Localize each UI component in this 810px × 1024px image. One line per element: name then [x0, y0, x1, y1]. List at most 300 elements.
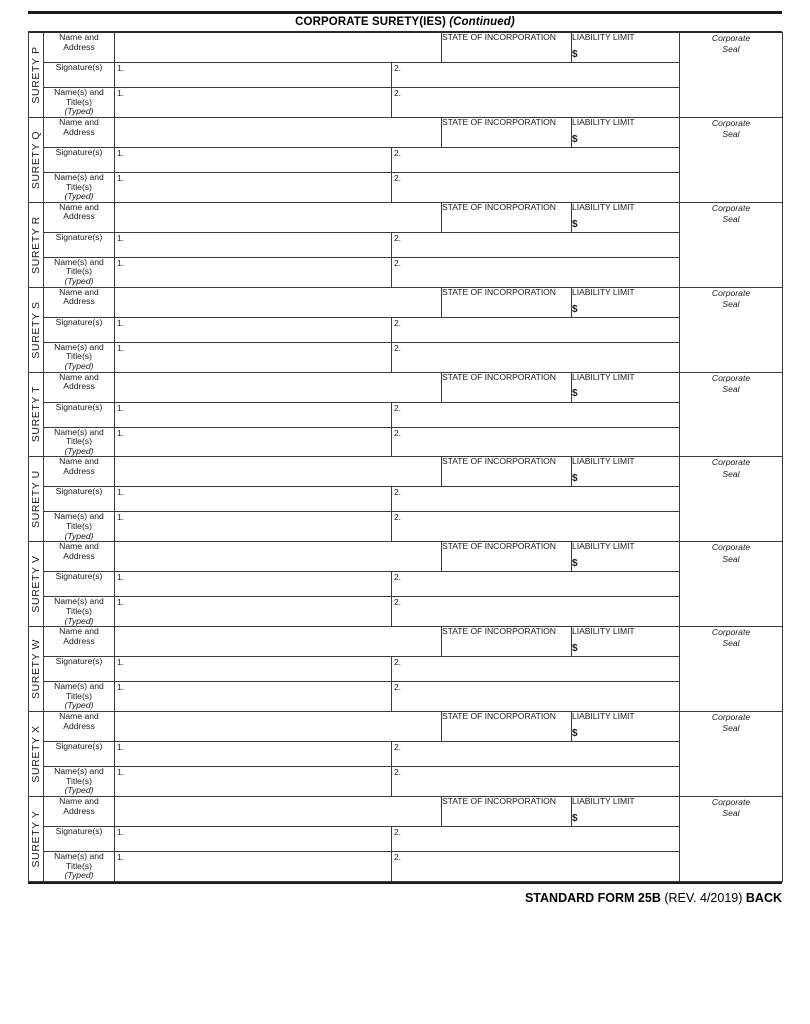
- names-titles-label-line2: Title(s): [66, 351, 92, 362]
- entry-number-one: 1.: [117, 232, 124, 243]
- surety-y-names-titles-row: [29, 851, 783, 881]
- name-address-label-line1: Name and: [59, 711, 99, 721]
- surety-u-signatures-row: [29, 487, 783, 512]
- surety-v-signatures-label: [44, 572, 115, 597]
- names-titles-label-line1: Name(s) and: [54, 341, 104, 352]
- surety-y-state-of-incorporation-cell[interactable]: [442, 796, 572, 826]
- surety-t-heading: SURETY T: [30, 386, 42, 443]
- surety-t-name-address-input[interactable]: [115, 372, 442, 402]
- name-address-label-line2: Address: [63, 466, 95, 476]
- signatures-label: Signature(s): [55, 486, 103, 497]
- name-address-label-line1: Name and: [59, 371, 99, 382]
- corporate-seal-label-line2: Seal: [722, 723, 740, 734]
- liability-limit-label: LIABILITY LIMIT: [572, 32, 635, 42]
- entry-number-one: 1.: [117, 512, 124, 523]
- surety-t-names-titles-row: [29, 427, 783, 457]
- corporate-seal-label-line2: Seal: [722, 638, 740, 649]
- surety-p-signature-1-input[interactable]: [115, 63, 392, 88]
- surety-t-names-titles-label: [44, 427, 115, 457]
- surety-u-letter-cell: [29, 457, 44, 542]
- surety-p-state-of-incorporation-cell[interactable]: [442, 33, 572, 63]
- surety-w-names-titles-label: [44, 682, 115, 712]
- surety-v-names-titles-row: [29, 597, 783, 627]
- names-titles-label-line2: Title(s): [66, 96, 92, 107]
- surety-p-name-address-input[interactable]: [115, 33, 442, 63]
- signatures-label: Signature(s): [55, 571, 103, 582]
- entry-number-one: 1.: [117, 851, 124, 862]
- surety-t-corporate-seal-cell[interactable]: [680, 372, 783, 457]
- corporate-sureties-table: [28, 32, 783, 882]
- surety-y-name-address-input[interactable]: [115, 796, 442, 826]
- names-titles-label-line2: Title(s): [66, 775, 92, 786]
- surety-p-name-title-2-input[interactable]: [392, 88, 680, 118]
- surety-t-name-title-2-input[interactable]: [392, 427, 680, 457]
- surety-r-signature-1-input[interactable]: [115, 232, 392, 257]
- names-titles-label-line3: (Typed): [64, 445, 94, 456]
- surety-y-heading: SURETY Y: [30, 810, 42, 868]
- surety-w-letter-cell: [29, 627, 44, 712]
- name-address-label-line1: Name and: [59, 541, 99, 552]
- surety-u-name-address-label: [44, 457, 115, 487]
- surety-x-state-of-incorporation-cell[interactable]: [442, 712, 572, 742]
- entry-number-two: 2.: [394, 682, 401, 693]
- surety-w-signatures-row: [29, 657, 783, 682]
- entry-number-two: 2.: [394, 317, 401, 328]
- corporate-seal-label-line1: Corporate: [711, 287, 751, 298]
- surety-t-liability-limit-cell[interactable]: [572, 372, 680, 402]
- names-titles-label-line1: Name(s) and: [54, 681, 104, 692]
- names-titles-label-line3: (Typed): [64, 700, 94, 711]
- surety-q-names-titles-label: [44, 172, 115, 202]
- surety-s-name-address-input[interactable]: [115, 287, 442, 317]
- name-address-label-line2: Address: [63, 635, 95, 646]
- surety-w-names-titles-row: [29, 682, 783, 712]
- names-titles-label-line1: Name(s) and: [54, 511, 104, 522]
- surety-u-name-title-2-input[interactable]: [392, 512, 680, 542]
- surety-p-liability-limit-cell[interactable]: [572, 33, 680, 63]
- signatures-label: Signature(s): [55, 656, 103, 667]
- entry-number-two: 2.: [394, 147, 401, 158]
- dollar-sign-icon: $: [572, 388, 578, 400]
- surety-x-corporate-seal-cell[interactable]: [680, 712, 783, 797]
- surety-s-name-title-1-input[interactable]: [115, 342, 392, 372]
- names-titles-label-line3: (Typed): [64, 276, 94, 286]
- entry-number-two: 2.: [394, 172, 401, 183]
- names-titles-label-line3: (Typed): [64, 785, 94, 796]
- surety-u-signatures-label: [44, 487, 115, 512]
- surety-s-signature-2-input[interactable]: [392, 317, 680, 342]
- liability-limit-label: LIABILITY LIMIT: [572, 456, 635, 467]
- surety-q-letter-cell: [29, 117, 44, 202]
- state-of-incorporation-label: STATE OF INCORPORATION: [442, 32, 556, 42]
- corporate-seal-label-line1: Corporate: [711, 372, 751, 383]
- name-address-label-line2: Address: [63, 381, 95, 392]
- surety-w-name-title-1-input[interactable]: [115, 682, 392, 712]
- names-titles-label-line1: Name(s) and: [54, 766, 104, 776]
- surety-w-liability-limit-cell[interactable]: [572, 627, 680, 657]
- name-address-label-line1: Name and: [59, 116, 99, 127]
- surety-r-signatures-label: [44, 232, 115, 257]
- surety-t-signature-1-input[interactable]: [115, 402, 392, 427]
- name-address-label-line2: Address: [63, 720, 95, 731]
- entry-number-two: 2.: [394, 512, 401, 523]
- surety-q-corporate-seal-cell[interactable]: [680, 117, 783, 202]
- name-address-label-line2: Address: [63, 296, 95, 307]
- surety-y-name-address-label: [44, 796, 115, 826]
- surety-v-name-title-1-input[interactable]: [115, 597, 392, 627]
- signatures-label: Signature(s): [55, 741, 103, 751]
- entry-number-one: 1.: [117, 342, 124, 353]
- names-titles-label-line1: Name(s) and: [54, 171, 104, 182]
- surety-r-name-title-2-input[interactable]: [392, 257, 680, 287]
- surety-s-signatures-row: [29, 317, 783, 342]
- surety-y-name-title-1-input[interactable]: [115, 851, 392, 881]
- surety-v-signatures-row: [29, 572, 783, 597]
- names-titles-label-line3: (Typed): [64, 106, 94, 117]
- surety-w-name-address-input[interactable]: [115, 627, 442, 657]
- corporate-seal-label-line1: Corporate: [711, 627, 751, 638]
- surety-v-signature-1-input[interactable]: [115, 572, 392, 597]
- name-address-label-line1: Name and: [59, 456, 99, 467]
- liability-limit-label: LIABILITY LIMIT: [572, 371, 635, 382]
- names-titles-label-line3: (Typed): [64, 360, 94, 371]
- surety-y-name-title-2-input[interactable]: [392, 851, 680, 881]
- surety-t-name-title-1-input[interactable]: [115, 427, 392, 457]
- surety-s-heading: SURETY S: [30, 301, 42, 359]
- surety-r-name-address-label: [44, 202, 115, 232]
- surety-p-names-titles-label: [44, 88, 115, 118]
- surety-p-signatures-label: [44, 63, 115, 88]
- names-titles-label-line3: (Typed): [64, 870, 94, 881]
- surety-u-names-titles-row: [29, 512, 783, 542]
- surety-t-state-of-incorporation-cell[interactable]: [442, 372, 572, 402]
- dollar-sign-icon: $: [572, 727, 578, 739]
- surety-x-liability-limit-cell[interactable]: [572, 712, 680, 742]
- surety-u-signature-2-input[interactable]: [392, 487, 680, 512]
- surety-q-name-address-label: [44, 117, 115, 147]
- surety-s-name-address-row: [29, 287, 783, 317]
- entry-number-one: 1.: [117, 63, 124, 73]
- surety-w-heading: SURETY W: [30, 639, 42, 700]
- names-titles-label-line1: Name(s) and: [54, 87, 104, 97]
- names-titles-label-line3: (Typed): [64, 615, 94, 626]
- corporate-seal-label-line1: Corporate: [711, 33, 751, 43]
- surety-y-corporate-seal-cell[interactable]: [680, 796, 783, 881]
- surety-s-corporate-seal-cell[interactable]: [680, 287, 783, 372]
- surety-x-signature-2-input[interactable]: [392, 742, 680, 767]
- names-titles-label-line1: Name(s) and: [54, 850, 104, 861]
- entry-number-two: 2.: [394, 826, 401, 837]
- surety-x-signatures-label: [44, 742, 115, 767]
- surety-y-name-address-row: [29, 796, 783, 826]
- corporate-seal-label-line2: Seal: [722, 214, 740, 225]
- state-of-incorporation-label: STATE OF INCORPORATION: [442, 795, 556, 806]
- surety-w-signature-1-input[interactable]: [115, 657, 392, 682]
- corporate-seal-label-line2: Seal: [722, 468, 740, 479]
- corporate-seal-label-line1: Corporate: [711, 796, 751, 807]
- surety-p-name-address-label: [44, 33, 115, 63]
- surety-y-liability-limit-cell[interactable]: [572, 796, 680, 826]
- corporate-seal-label-line2: Seal: [722, 44, 740, 55]
- names-titles-label-line2: Title(s): [66, 181, 92, 192]
- surety-s-signature-1-input[interactable]: [115, 317, 392, 342]
- surety-p-name-title-1-input[interactable]: [115, 88, 392, 118]
- footer-page-side: BACK: [745, 890, 782, 905]
- entry-number-one: 1.: [117, 572, 124, 583]
- surety-r-letter-cell: [29, 202, 44, 287]
- surety-x-signatures-row: [29, 742, 783, 767]
- entry-number-two: 2.: [394, 767, 401, 777]
- surety-v-name-title-2-input[interactable]: [392, 597, 680, 627]
- surety-t-name-address-label: [44, 372, 115, 402]
- surety-u-state-of-incorporation-cell[interactable]: [442, 457, 572, 487]
- entry-number-two: 2.: [394, 851, 401, 862]
- state-of-incorporation-label: STATE OF INCORPORATION: [442, 371, 556, 382]
- names-titles-label-line2: Title(s): [66, 860, 92, 871]
- surety-r-corporate-seal-cell[interactable]: [680, 202, 783, 287]
- entry-number-one: 1.: [117, 682, 124, 693]
- surety-w-name-address-row: [29, 627, 783, 657]
- surety-q-state-of-incorporation-cell[interactable]: [442, 117, 572, 147]
- footer-revision: (REV. 4/2019): [664, 890, 743, 905]
- corporate-seal-label-line1: Corporate: [711, 542, 751, 553]
- surety-r-name-address-row: [29, 202, 783, 232]
- signatures-label: Signature(s): [55, 401, 103, 412]
- surety-p-signature-2-input[interactable]: [392, 63, 680, 88]
- name-address-label-line1: Name and: [59, 626, 99, 637]
- surety-u-names-titles-label: [44, 512, 115, 542]
- surety-y-names-titles-label: [44, 851, 115, 881]
- surety-u-name-title-1-input[interactable]: [115, 512, 392, 542]
- name-address-label-line2: Address: [63, 550, 95, 561]
- dollar-sign-icon: $: [572, 218, 578, 230]
- corporate-seal-label-line2: Seal: [722, 129, 740, 140]
- surety-v-liability-limit-cell[interactable]: [572, 542, 680, 572]
- corporate-seal-label-line2: Seal: [722, 808, 740, 819]
- signatures-label: Signature(s): [55, 62, 103, 72]
- entry-number-one: 1.: [117, 767, 124, 777]
- surety-q-liability-limit-cell[interactable]: [572, 117, 680, 147]
- surety-x-name-address-row: [29, 712, 783, 742]
- entry-number-one: 1.: [117, 147, 124, 158]
- entry-number-one: 1.: [117, 657, 124, 668]
- names-titles-label-line2: Title(s): [66, 605, 92, 616]
- surety-s-name-address-label: [44, 287, 115, 317]
- surety-x-name-title-1-input[interactable]: [115, 767, 392, 797]
- surety-r-liability-limit-cell[interactable]: [572, 202, 680, 232]
- surety-r-name-title-1-input[interactable]: [115, 257, 392, 287]
- surety-q-signatures-row: [29, 147, 783, 172]
- surety-v-letter-cell: [29, 542, 44, 627]
- entry-number-two: 2.: [394, 657, 401, 668]
- page-title-continued: (Continued): [449, 16, 515, 28]
- surety-q-signature-2-input[interactable]: [392, 147, 680, 172]
- surety-t-letter-cell: [29, 372, 44, 457]
- surety-r-state-of-incorporation-cell[interactable]: [442, 202, 572, 232]
- entry-number-one: 1.: [117, 257, 124, 268]
- surety-y-signature-2-input[interactable]: [392, 826, 680, 851]
- surety-q-names-titles-row: [29, 172, 783, 202]
- surety-v-state-of-incorporation-cell[interactable]: [442, 542, 572, 572]
- dollar-sign-icon: $: [572, 643, 578, 654]
- state-of-incorporation-label: STATE OF INCORPORATION: [442, 286, 556, 297]
- surety-q-signature-1-input[interactable]: [115, 147, 392, 172]
- entry-number-one: 1.: [117, 317, 124, 328]
- surety-p-letter-cell: [29, 33, 44, 118]
- names-titles-label-line2: Title(s): [66, 521, 92, 531]
- dollar-sign-icon: $: [572, 303, 578, 315]
- surety-v-name-address-row: [29, 542, 783, 572]
- entry-number-two: 2.: [394, 88, 401, 98]
- dollar-sign-icon: $: [572, 558, 578, 570]
- surety-w-name-address-label: [44, 627, 115, 657]
- surety-x-names-titles-row: [29, 767, 783, 797]
- names-titles-label-line3: (Typed): [64, 191, 94, 202]
- signatures-label: Signature(s): [55, 825, 103, 836]
- surety-x-heading: SURETY X: [30, 725, 42, 783]
- page-title-main: CORPORATE SURETY(IES): [295, 16, 446, 28]
- surety-s-liability-limit-cell[interactable]: [572, 287, 680, 317]
- names-titles-label-line1: Name(s) and: [54, 256, 104, 267]
- names-titles-label-line1: Name(s) and: [54, 596, 104, 607]
- surety-p-name-address-row: [29, 33, 783, 63]
- surety-q-signatures-label: [44, 147, 115, 172]
- surety-r-names-titles-row: [29, 257, 783, 287]
- surety-w-signature-2-input[interactable]: [392, 657, 680, 682]
- liability-limit-label: LIABILITY LIMIT: [572, 286, 635, 297]
- surety-x-name-address-label: [44, 712, 115, 742]
- state-of-incorporation-label: STATE OF INCORPORATION: [442, 201, 556, 212]
- surety-r-name-address-input[interactable]: [115, 202, 442, 232]
- entry-number-one: 1.: [117, 427, 124, 438]
- state-of-incorporation-label: STATE OF INCORPORATION: [442, 541, 556, 552]
- surety-q-name-address-row: [29, 117, 783, 147]
- signatures-label: Signature(s): [55, 146, 103, 157]
- surety-p-names-titles-row: [29, 88, 783, 118]
- state-of-incorporation-label: STATE OF INCORPORATION: [442, 626, 556, 637]
- corporate-seal-label-line1: Corporate: [711, 202, 751, 213]
- surety-v-heading: SURETY V: [30, 555, 42, 613]
- state-of-incorporation-label: STATE OF INCORPORATION: [442, 116, 556, 127]
- surety-x-name-address-input[interactable]: [115, 712, 442, 742]
- corporate-seal-label-line2: Seal: [722, 553, 740, 564]
- surety-r-signatures-row: [29, 232, 783, 257]
- state-of-incorporation-label: STATE OF INCORPORATION: [442, 456, 556, 467]
- surety-u-liability-limit-cell[interactable]: [572, 457, 680, 487]
- entry-number-one: 1.: [117, 88, 124, 98]
- corporate-seal-label-line1: Corporate: [711, 117, 751, 128]
- liability-limit-label: LIABILITY LIMIT: [572, 795, 635, 806]
- liability-limit-label: LIABILITY LIMIT: [572, 711, 635, 721]
- corporate-seal-label-line1: Corporate: [711, 457, 751, 468]
- surety-v-corporate-seal-cell[interactable]: [680, 542, 783, 627]
- entry-number-one: 1.: [117, 172, 124, 183]
- surety-r-heading: SURETY R: [30, 215, 42, 274]
- entry-number-one: 1.: [117, 402, 124, 413]
- surety-y-signatures-row: [29, 826, 783, 851]
- surety-q-name-title-2-input[interactable]: [392, 172, 680, 202]
- entry-number-two: 2.: [394, 597, 401, 608]
- footer-top-rule: [28, 882, 782, 884]
- dollar-sign-icon: $: [572, 473, 578, 485]
- surety-w-state-of-incorporation-cell[interactable]: [442, 627, 572, 657]
- surety-u-corporate-seal-cell[interactable]: [680, 457, 783, 542]
- surety-w-name-title-2-input[interactable]: [392, 682, 680, 712]
- name-address-label-line1: Name and: [59, 795, 99, 806]
- surety-p-corporate-seal-cell[interactable]: [680, 33, 783, 118]
- surety-u-signature-1-input[interactable]: [115, 487, 392, 512]
- surety-w-corporate-seal-cell[interactable]: [680, 627, 783, 712]
- names-titles-label-line2: Title(s): [66, 690, 92, 701]
- surety-x-name-title-2-input[interactable]: [392, 767, 680, 797]
- surety-u-heading: SURETY U: [30, 470, 42, 529]
- surety-x-names-titles-label: [44, 767, 115, 797]
- surety-t-signature-2-input[interactable]: [392, 402, 680, 427]
- footer-form-number: STANDARD FORM 25B: [524, 890, 661, 905]
- names-titles-label-line1: Name(s) and: [54, 426, 104, 437]
- surety-v-signature-2-input[interactable]: [392, 572, 680, 597]
- corporate-seal-label-line2: Seal: [722, 383, 740, 394]
- name-address-label-line1: Name and: [59, 32, 99, 42]
- surety-t-name-address-row: [29, 372, 783, 402]
- surety-v-names-titles-label: [44, 597, 115, 627]
- dollar-sign-icon: $: [572, 48, 578, 60]
- entry-number-two: 2.: [394, 572, 401, 583]
- surety-s-state-of-incorporation-cell[interactable]: [442, 287, 572, 317]
- surety-y-letter-cell: [29, 796, 44, 881]
- entry-number-two: 2.: [394, 63, 401, 73]
- signatures-label: Signature(s): [55, 316, 103, 327]
- surety-q-heading: SURETY Q: [30, 130, 42, 189]
- entry-number-one: 1.: [117, 742, 124, 752]
- surety-q-name-title-1-input[interactable]: [115, 172, 392, 202]
- surety-t-signatures-label: [44, 402, 115, 427]
- surety-p-heading: SURETY P: [30, 46, 42, 104]
- form-footer: [28, 891, 782, 905]
- surety-t-signatures-row: [29, 402, 783, 427]
- name-address-label-line1: Name and: [59, 286, 99, 297]
- surety-w-signatures-label: [44, 657, 115, 682]
- name-address-label-line2: Address: [63, 211, 95, 222]
- surety-v-name-address-input[interactable]: [115, 542, 442, 572]
- entry-number-two: 2.: [394, 742, 401, 752]
- liability-limit-label: LIABILITY LIMIT: [572, 201, 635, 212]
- surety-r-signature-2-input[interactable]: [392, 232, 680, 257]
- surety-s-letter-cell: [29, 287, 44, 372]
- corporate-seal-label-line2: Seal: [722, 298, 740, 309]
- surety-u-name-address-input[interactable]: [115, 457, 442, 487]
- surety-p-signatures-row: [29, 63, 783, 88]
- surety-s-names-titles-label: [44, 342, 115, 372]
- names-titles-label-line2: Title(s): [66, 436, 92, 447]
- liability-limit-label: LIABILITY LIMIT: [572, 626, 635, 637]
- entry-number-two: 2.: [394, 257, 401, 268]
- surety-y-signature-1-input[interactable]: [115, 826, 392, 851]
- liability-limit-label: LIABILITY LIMIT: [572, 116, 635, 127]
- entry-number-one: 1.: [117, 487, 124, 498]
- surety-s-name-title-2-input[interactable]: [392, 342, 680, 372]
- liability-limit-label: LIABILITY LIMIT: [572, 541, 635, 552]
- corporate-seal-label-line1: Corporate: [711, 712, 751, 722]
- entry-number-two: 2.: [394, 232, 401, 243]
- names-titles-label-line2: Title(s): [66, 266, 92, 277]
- surety-x-signature-1-input[interactable]: [115, 742, 392, 767]
- surety-u-name-address-row: [29, 457, 783, 487]
- signatures-label: Signature(s): [55, 231, 103, 242]
- surety-s-names-titles-row: [29, 342, 783, 372]
- page-title: [28, 14, 782, 31]
- surety-q-name-address-input[interactable]: [115, 117, 442, 147]
